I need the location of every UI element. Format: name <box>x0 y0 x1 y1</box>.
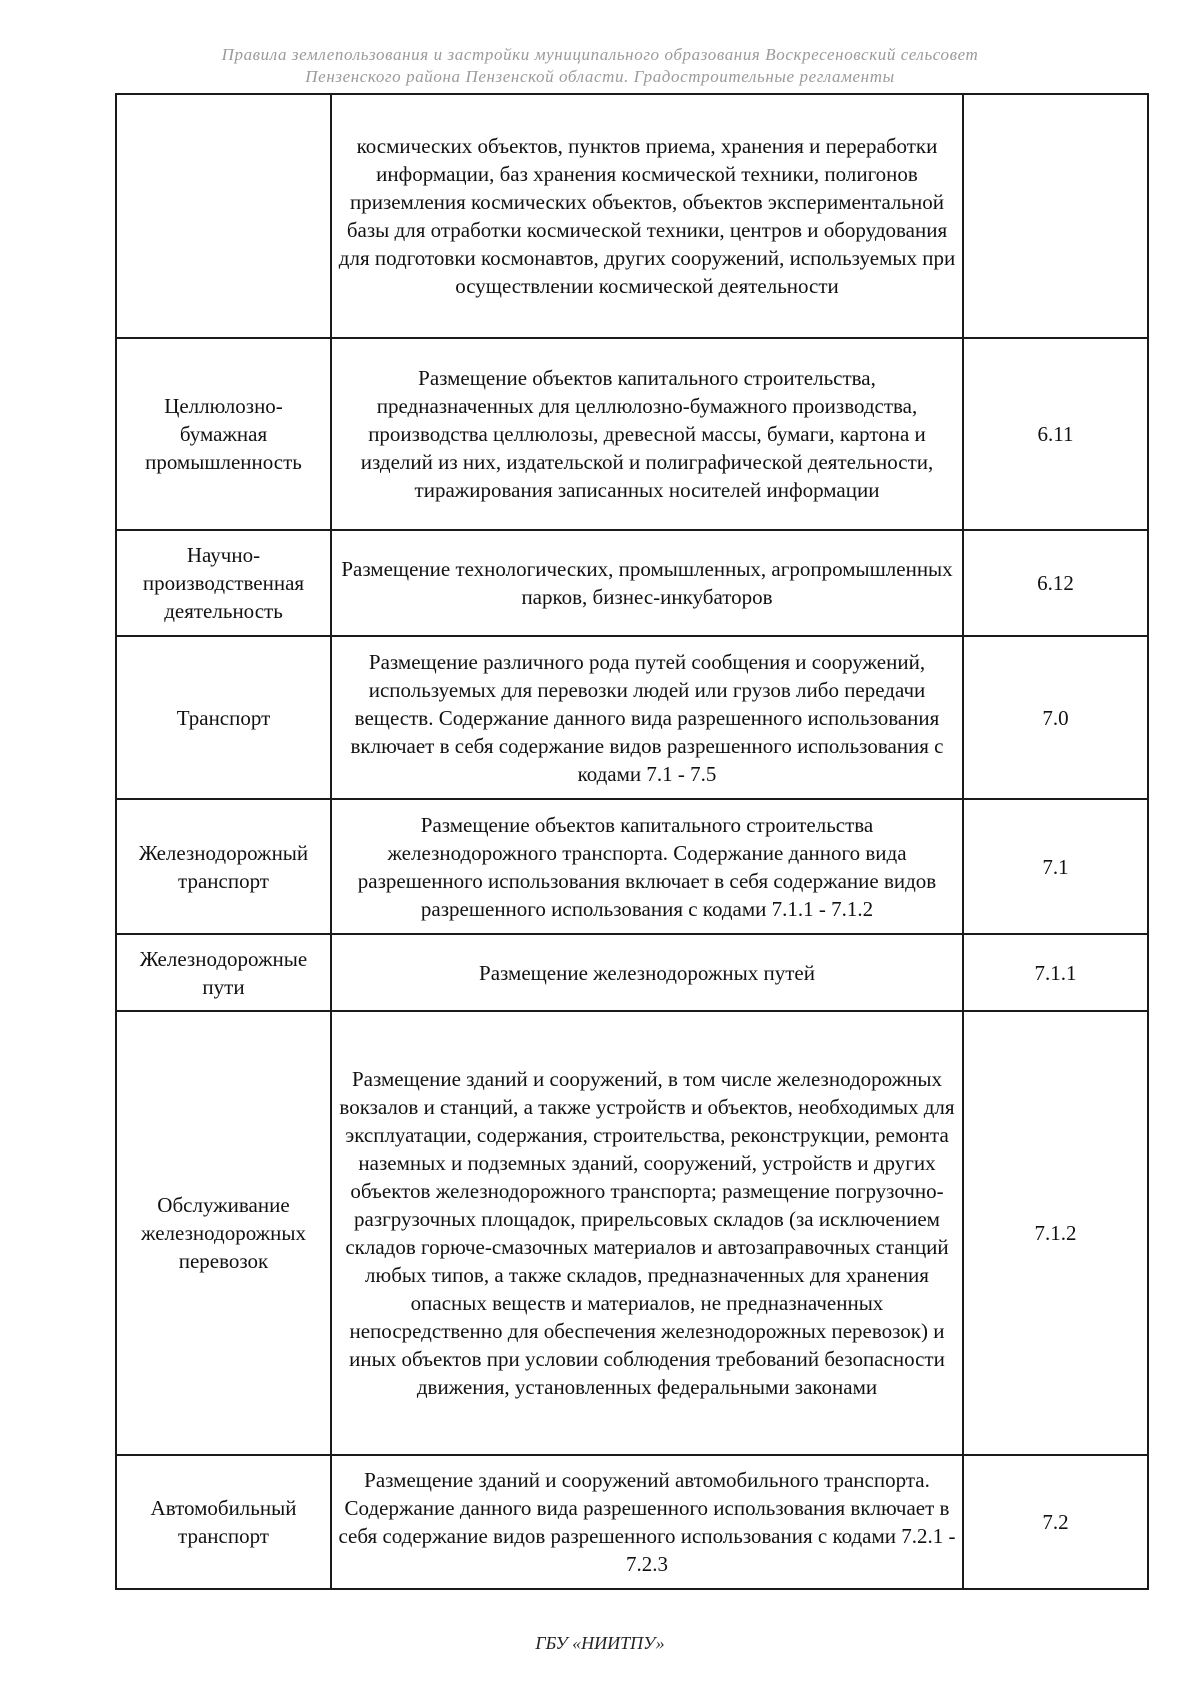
use-description-cell: Размещение различного рода путей сообщения и сооружений, используемых для перевозки людей или грузов либо передачи веществ. Содержание данного вида разрешенного использования включает в себя содержание видов разрешенного использования с кодами 7.1 - 7.5 <box>331 636 963 799</box>
use-description-cell: Размещение зданий и сооружений автомобильного транспорта. Содержание данного вида разрешенного использования включает в себя содержание видов разрешенного использования с кодами 7.2.1 - 7.2.3 <box>331 1455 963 1589</box>
use-name-cell: Целлюлозно-бумажная промышленность <box>116 338 331 530</box>
table-row <box>116 934 1148 1011</box>
running-header-line-2: Пензенского района Пензенской области. Градостроительные регламенты <box>305 67 895 86</box>
use-description-cell: космических объектов, пунктов приема, хранения и переработки информации, баз хранения космической техники, полигонов приземления космических объектов, объектов экспериментальной базы для отработки космической техники, центров и оборудования для подготовки космонавтов, других сооружений, используемых при осуществлении космической деятельности <box>331 94 963 338</box>
use-description-cell: Размещение технологических, промышленных, агропромышленных парков, бизнес-инкубаторов <box>331 530 963 636</box>
use-code-cell: 7.1.1 <box>963 934 1148 1011</box>
use-description-cell: Размещение железнодорожных путей <box>331 934 963 1011</box>
use-name-cell: Железнодорожные пути <box>116 934 331 1011</box>
table-row <box>116 1011 1148 1455</box>
use-name-cell <box>116 94 331 338</box>
table-row <box>116 94 1148 338</box>
use-code-cell: 7.1.2 <box>963 1011 1148 1455</box>
page-footer: ГБУ «НИИТПУ» <box>535 1633 665 1653</box>
use-description-cell: Размещение зданий и сооружений, в том числе железнодорожных вокзалов и станций, а также устройств и объектов, необходимых для эксплуатации, содержания, строительства, реконструкции, ремонта наземных и подземных зданий, сооружений, устройств и других объектов железнодорожного транспорта; размещение погрузочно-разгрузочных площадок, прирельсовых складов (за исключением складов горюче-смазочных материалов и автозаправочных станций любых типов, а также складов, предназначенных для хранения опасных веществ и материалов, не предназначенных непосредственно для обеспечения железнодорожных перевозок) и иных объектов при условии соблюдения требований безопасности движения, установленных федеральными законами <box>331 1011 963 1455</box>
use-description-cell: Размещение объектов капитального строительства, предназначенных для целлюлозно-бумажного производства, производства целлюлозы, древесной массы, бумаги, картона и изделий из них, издательской и полиграфической деятельности, тиражирования записанных носителей информации <box>331 338 963 530</box>
table-row <box>116 338 1148 530</box>
land-use-table <box>115 93 1149 1590</box>
running-header <box>100 44 1100 88</box>
use-code-cell: 7.0 <box>963 636 1148 799</box>
use-description-cell: Размещение объектов капитального строительства железнодорожного транспорта. Содержание данного вида разрешенного использования включает в себя содержание видов разрешенного использования с кодами 7.1.1 - 7.1.2 <box>331 799 963 934</box>
table-row <box>116 636 1148 799</box>
use-name-cell: Железнодорожный транспорт <box>116 799 331 934</box>
use-code-cell: 6.11 <box>963 338 1148 530</box>
table-row <box>116 1455 1148 1589</box>
table-row <box>116 530 1148 636</box>
use-name-cell: Автомобильный транспорт <box>116 1455 331 1589</box>
use-code-cell: 7.2 <box>963 1455 1148 1589</box>
use-name-cell: Транспорт <box>116 636 331 799</box>
use-name-cell: Научно-производственная деятельность <box>116 530 331 636</box>
use-name-cell: Обслуживание железнодорожных перевозок <box>116 1011 331 1455</box>
use-code-cell: 6.12 <box>963 530 1148 636</box>
use-code-cell: 7.1 <box>963 799 1148 934</box>
table-row <box>116 799 1148 934</box>
use-code-cell <box>963 94 1148 338</box>
running-header-line-1: Правила землепользования и застройки муниципального образования Воскресеновский сельсовет <box>221 45 979 64</box>
